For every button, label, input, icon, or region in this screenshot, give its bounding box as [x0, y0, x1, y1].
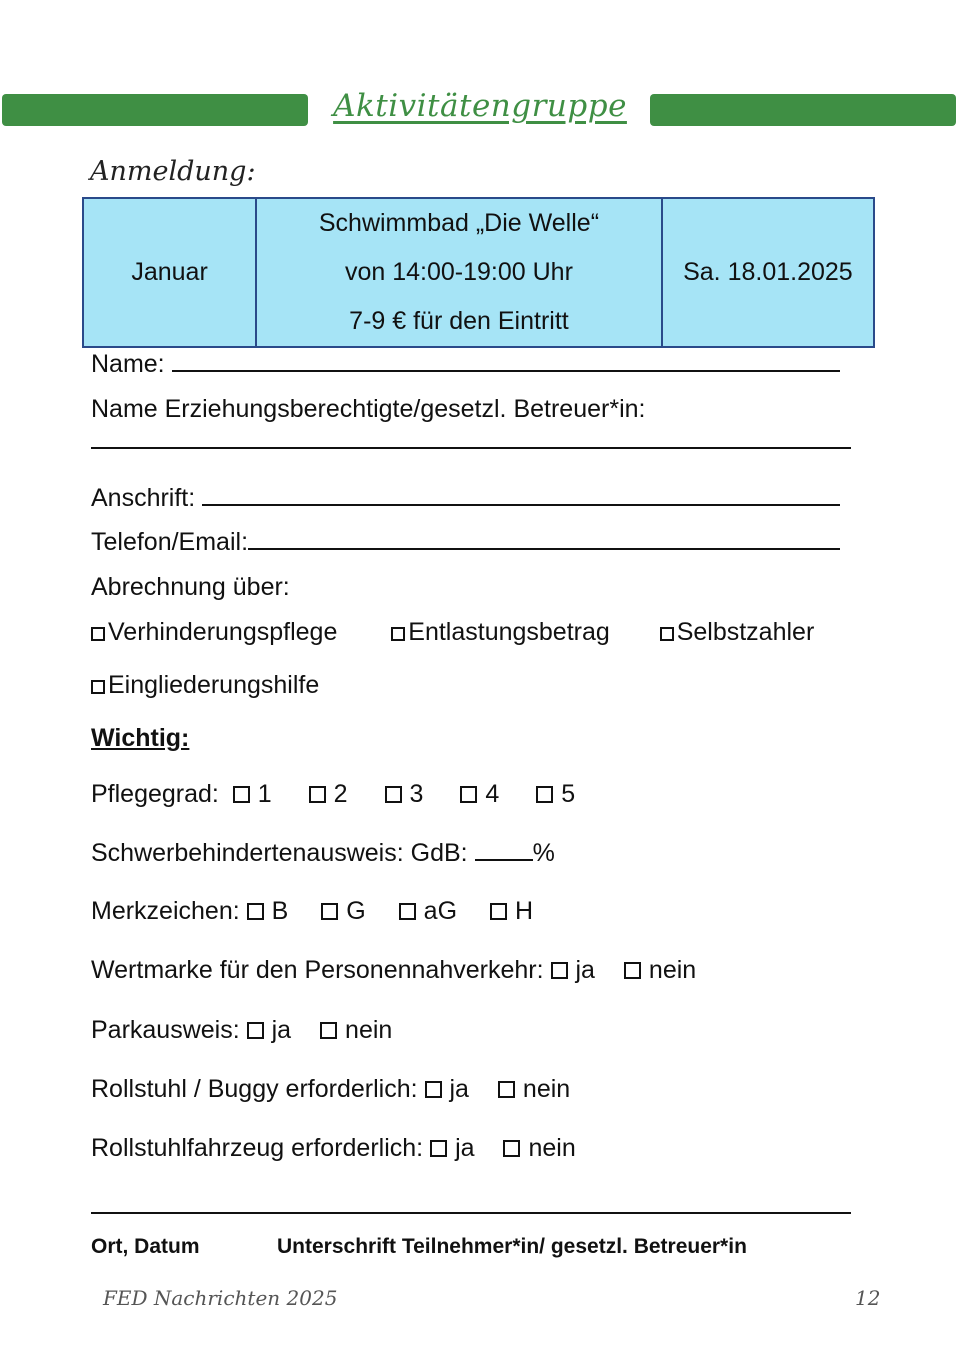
place-date-label: Ort, Datum	[91, 1235, 200, 1258]
important-heading: Wichtig:	[91, 724, 190, 752]
parking-permit-yes[interactable]: ja	[247, 1016, 291, 1044]
transit-token-no[interactable]: nein	[624, 956, 696, 984]
wheelchair-vehicle-label: Rollstuhlfahrzeug erforderlich:	[91, 1134, 424, 1162]
checkbox-icon[interactable]	[91, 627, 105, 641]
billing-options-row2	[91, 671, 319, 700]
gdb-percent: %	[532, 839, 555, 867]
guardian-field[interactable]	[91, 447, 851, 449]
checkbox-icon[interactable]	[399, 903, 416, 920]
event-table	[82, 197, 875, 348]
form-subtitle: Anmeldung:	[90, 156, 256, 187]
billing-option-verhinderungspflege[interactable]: Verhinderungspflege	[91, 618, 337, 646]
checkbox-icon[interactable]	[503, 1140, 520, 1157]
wheelchair-row	[91, 1075, 570, 1104]
parking-permit-label: Parkausweis:	[91, 1016, 240, 1044]
checkbox-icon[interactable]	[385, 786, 402, 803]
wheelchair-vehicle-yes[interactable]: ja	[430, 1134, 474, 1162]
care-level-option-2[interactable]: 2	[309, 780, 348, 808]
care-level-option-1[interactable]: 1	[233, 780, 272, 808]
footer-publication: FED Nachrichten 2025	[103, 1286, 338, 1310]
transit-token-label: Wertmarke für den Personennahverkehr:	[91, 956, 544, 984]
checkbox-icon[interactable]	[460, 786, 477, 803]
checkbox-icon[interactable]	[660, 627, 674, 641]
billing-label: Abrechnung über:	[91, 573, 290, 601]
checkbox-icon[interactable]	[430, 1140, 447, 1157]
marks-row	[91, 897, 563, 926]
page-number: 12	[855, 1286, 881, 1310]
contact-field[interactable]	[248, 528, 840, 550]
address-label: Anschrift:	[91, 484, 196, 512]
care-level-option-3[interactable]: 3	[385, 780, 424, 808]
checkbox-icon[interactable]	[233, 786, 250, 803]
care-level-label: Pflegegrad:	[91, 780, 219, 808]
name-row	[91, 350, 840, 379]
care-level-row	[91, 780, 605, 809]
wheelchair-vehicle-row	[91, 1134, 576, 1163]
address-field[interactable]	[202, 484, 840, 506]
checkbox-icon[interactable]	[624, 962, 641, 979]
billing-option-selbstzahler[interactable]: Selbstzahler	[660, 618, 815, 646]
checkbox-icon[interactable]	[247, 903, 264, 920]
checkbox-icon[interactable]	[536, 786, 553, 803]
event-place: Schwimmbad „Die Welle“	[318, 209, 600, 237]
mark-option-h[interactable]: H	[490, 897, 533, 925]
checkbox-icon[interactable]	[498, 1081, 515, 1098]
gdb-field[interactable]	[475, 839, 533, 861]
event-time: von 14:00-19:00 Uhr	[344, 258, 573, 286]
contact-label: Telefon/Email:	[91, 528, 249, 556]
billing-option-eingliederungshilfe[interactable]: Eingliederungshilfe	[91, 671, 319, 699]
checkbox-icon[interactable]	[425, 1081, 442, 1098]
name-field[interactable]	[172, 350, 840, 372]
event-price: 7-9 € für den Eintritt	[349, 307, 569, 335]
marks-label: Merkzeichen:	[91, 897, 240, 925]
disability-card-row	[91, 839, 555, 868]
transit-token-yes[interactable]: ja	[551, 956, 595, 984]
header-bar-left	[2, 94, 308, 126]
signature-label: Unterschrift Teilnehmer*in/ gesetzl. Betreuer*in	[277, 1235, 747, 1258]
checkbox-icon[interactable]	[321, 903, 338, 920]
disability-card-label: Schwerbehindertenausweis: GdB:	[91, 839, 468, 867]
mark-option-g[interactable]: G	[321, 897, 365, 925]
event-date: Sa. 18.01.2025	[662, 198, 874, 347]
event-month: Januar	[83, 198, 256, 347]
transit-token-row	[91, 956, 696, 985]
billing-option-entlastungsbetrag[interactable]: Entlastungsbetrag	[391, 618, 610, 646]
checkbox-icon[interactable]	[247, 1022, 264, 1039]
wheelchair-no[interactable]: nein	[498, 1075, 570, 1103]
checkbox-icon[interactable]	[309, 786, 326, 803]
wheelchair-vehicle-no[interactable]: nein	[503, 1134, 575, 1162]
checkbox-icon[interactable]	[551, 962, 568, 979]
wheelchair-yes[interactable]: ja	[425, 1075, 469, 1103]
checkbox-icon[interactable]	[320, 1022, 337, 1039]
checkbox-icon[interactable]	[91, 680, 105, 694]
header-bar-right	[650, 94, 956, 126]
wheelchair-label: Rollstuhl / Buggy erforderlich:	[91, 1075, 418, 1103]
billing-options-row1	[91, 618, 814, 647]
page-title: Aktivitätengruppe	[333, 88, 627, 124]
guardian-label: Name Erziehungsberechtigte/gesetzl. Betreuer*in:	[91, 395, 646, 423]
care-level-option-4[interactable]: 4	[460, 780, 499, 808]
mark-option-ag[interactable]: aG	[399, 897, 457, 925]
parking-permit-row	[91, 1016, 392, 1045]
checkbox-icon[interactable]	[391, 627, 405, 641]
care-level-option-5[interactable]: 5	[536, 780, 575, 808]
parking-permit-no[interactable]: nein	[320, 1016, 392, 1044]
event-details	[256, 198, 662, 347]
signature-line[interactable]	[91, 1212, 851, 1214]
mark-option-b[interactable]: B	[247, 897, 289, 925]
address-row	[91, 484, 840, 513]
contact-row	[91, 528, 840, 557]
name-label: Name:	[91, 350, 165, 378]
checkbox-icon[interactable]	[490, 903, 507, 920]
